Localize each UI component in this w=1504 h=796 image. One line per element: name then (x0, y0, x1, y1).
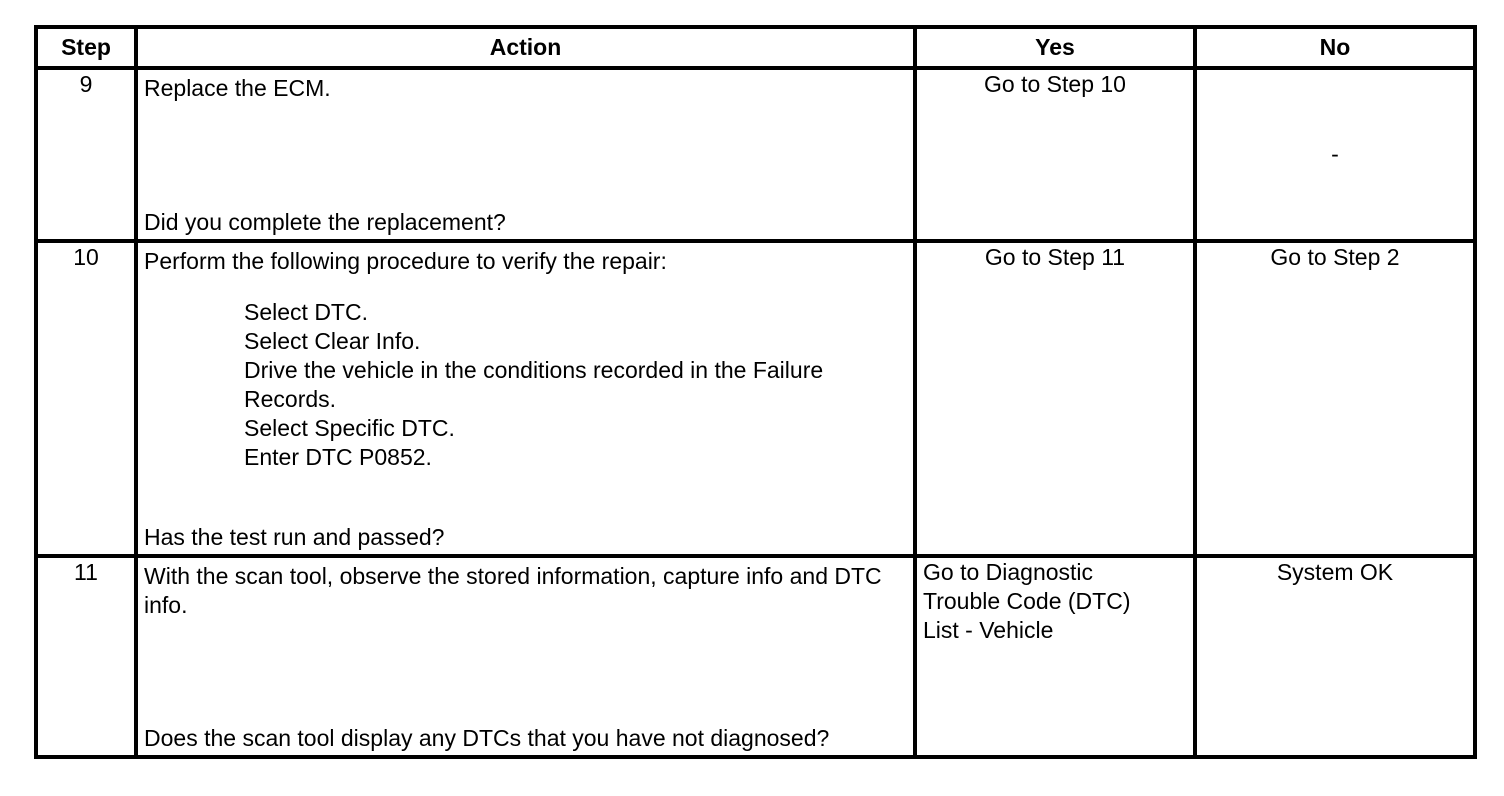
procedure-item: Drive the vehicle in the conditions recorded in the Failure Records. (244, 357, 824, 412)
action-intro: Replace the ECM. (144, 75, 331, 101)
procedure-list (244, 298, 907, 472)
action-cell (136, 556, 915, 757)
yes-answer: Go to Step 11 (984, 244, 1126, 270)
diagnostic-table (34, 25, 1477, 759)
action-question: Does the scan tool display any DTCs that you have not diagnosed? (144, 725, 830, 751)
table-row-step-10 (36, 241, 1475, 556)
procedure-item: Select DTC. (244, 299, 368, 325)
no-cell (1195, 68, 1475, 241)
procedure-item: Select Specific DTC. (244, 415, 455, 441)
header-row (36, 27, 1475, 68)
procedure-item: Select Clear Info. (244, 328, 421, 354)
step-number: 11 (36, 556, 136, 757)
header-action: Action (136, 27, 915, 68)
table-row-step-11 (36, 556, 1475, 757)
header-yes: Yes (915, 27, 1195, 68)
action-cell (136, 68, 915, 241)
action-question: Has the test run and passed? (144, 524, 445, 550)
header-step: Step (36, 27, 136, 68)
yes-answer: Go to Diagnostic Trouble Code (DTC) List - Vehicle (923, 559, 1131, 643)
step-number: 10 (36, 241, 136, 556)
table-row-step-9 (36, 68, 1475, 241)
action-intro: Perform the following procedure to verify the repair: (144, 248, 667, 274)
no-cell (1195, 241, 1475, 556)
step-number: 9 (36, 68, 136, 241)
procedure-item: Enter DTC P0852. (244, 444, 432, 470)
yes-cell (915, 556, 1195, 757)
no-answer: - (1331, 141, 1339, 167)
no-answer: System OK (1276, 559, 1394, 585)
action-intro: With the scan tool, observe the stored information, capture info and DTC info. (144, 563, 882, 618)
action-cell (136, 241, 915, 556)
header-no: No (1195, 27, 1475, 68)
action-question: Did you complete the replacement? (144, 209, 506, 235)
no-cell (1195, 556, 1475, 757)
yes-cell (915, 241, 1195, 556)
yes-answer: Go to Step 10 (984, 71, 1126, 97)
yes-cell (915, 68, 1195, 241)
no-answer: Go to Step 2 (1270, 244, 1400, 270)
